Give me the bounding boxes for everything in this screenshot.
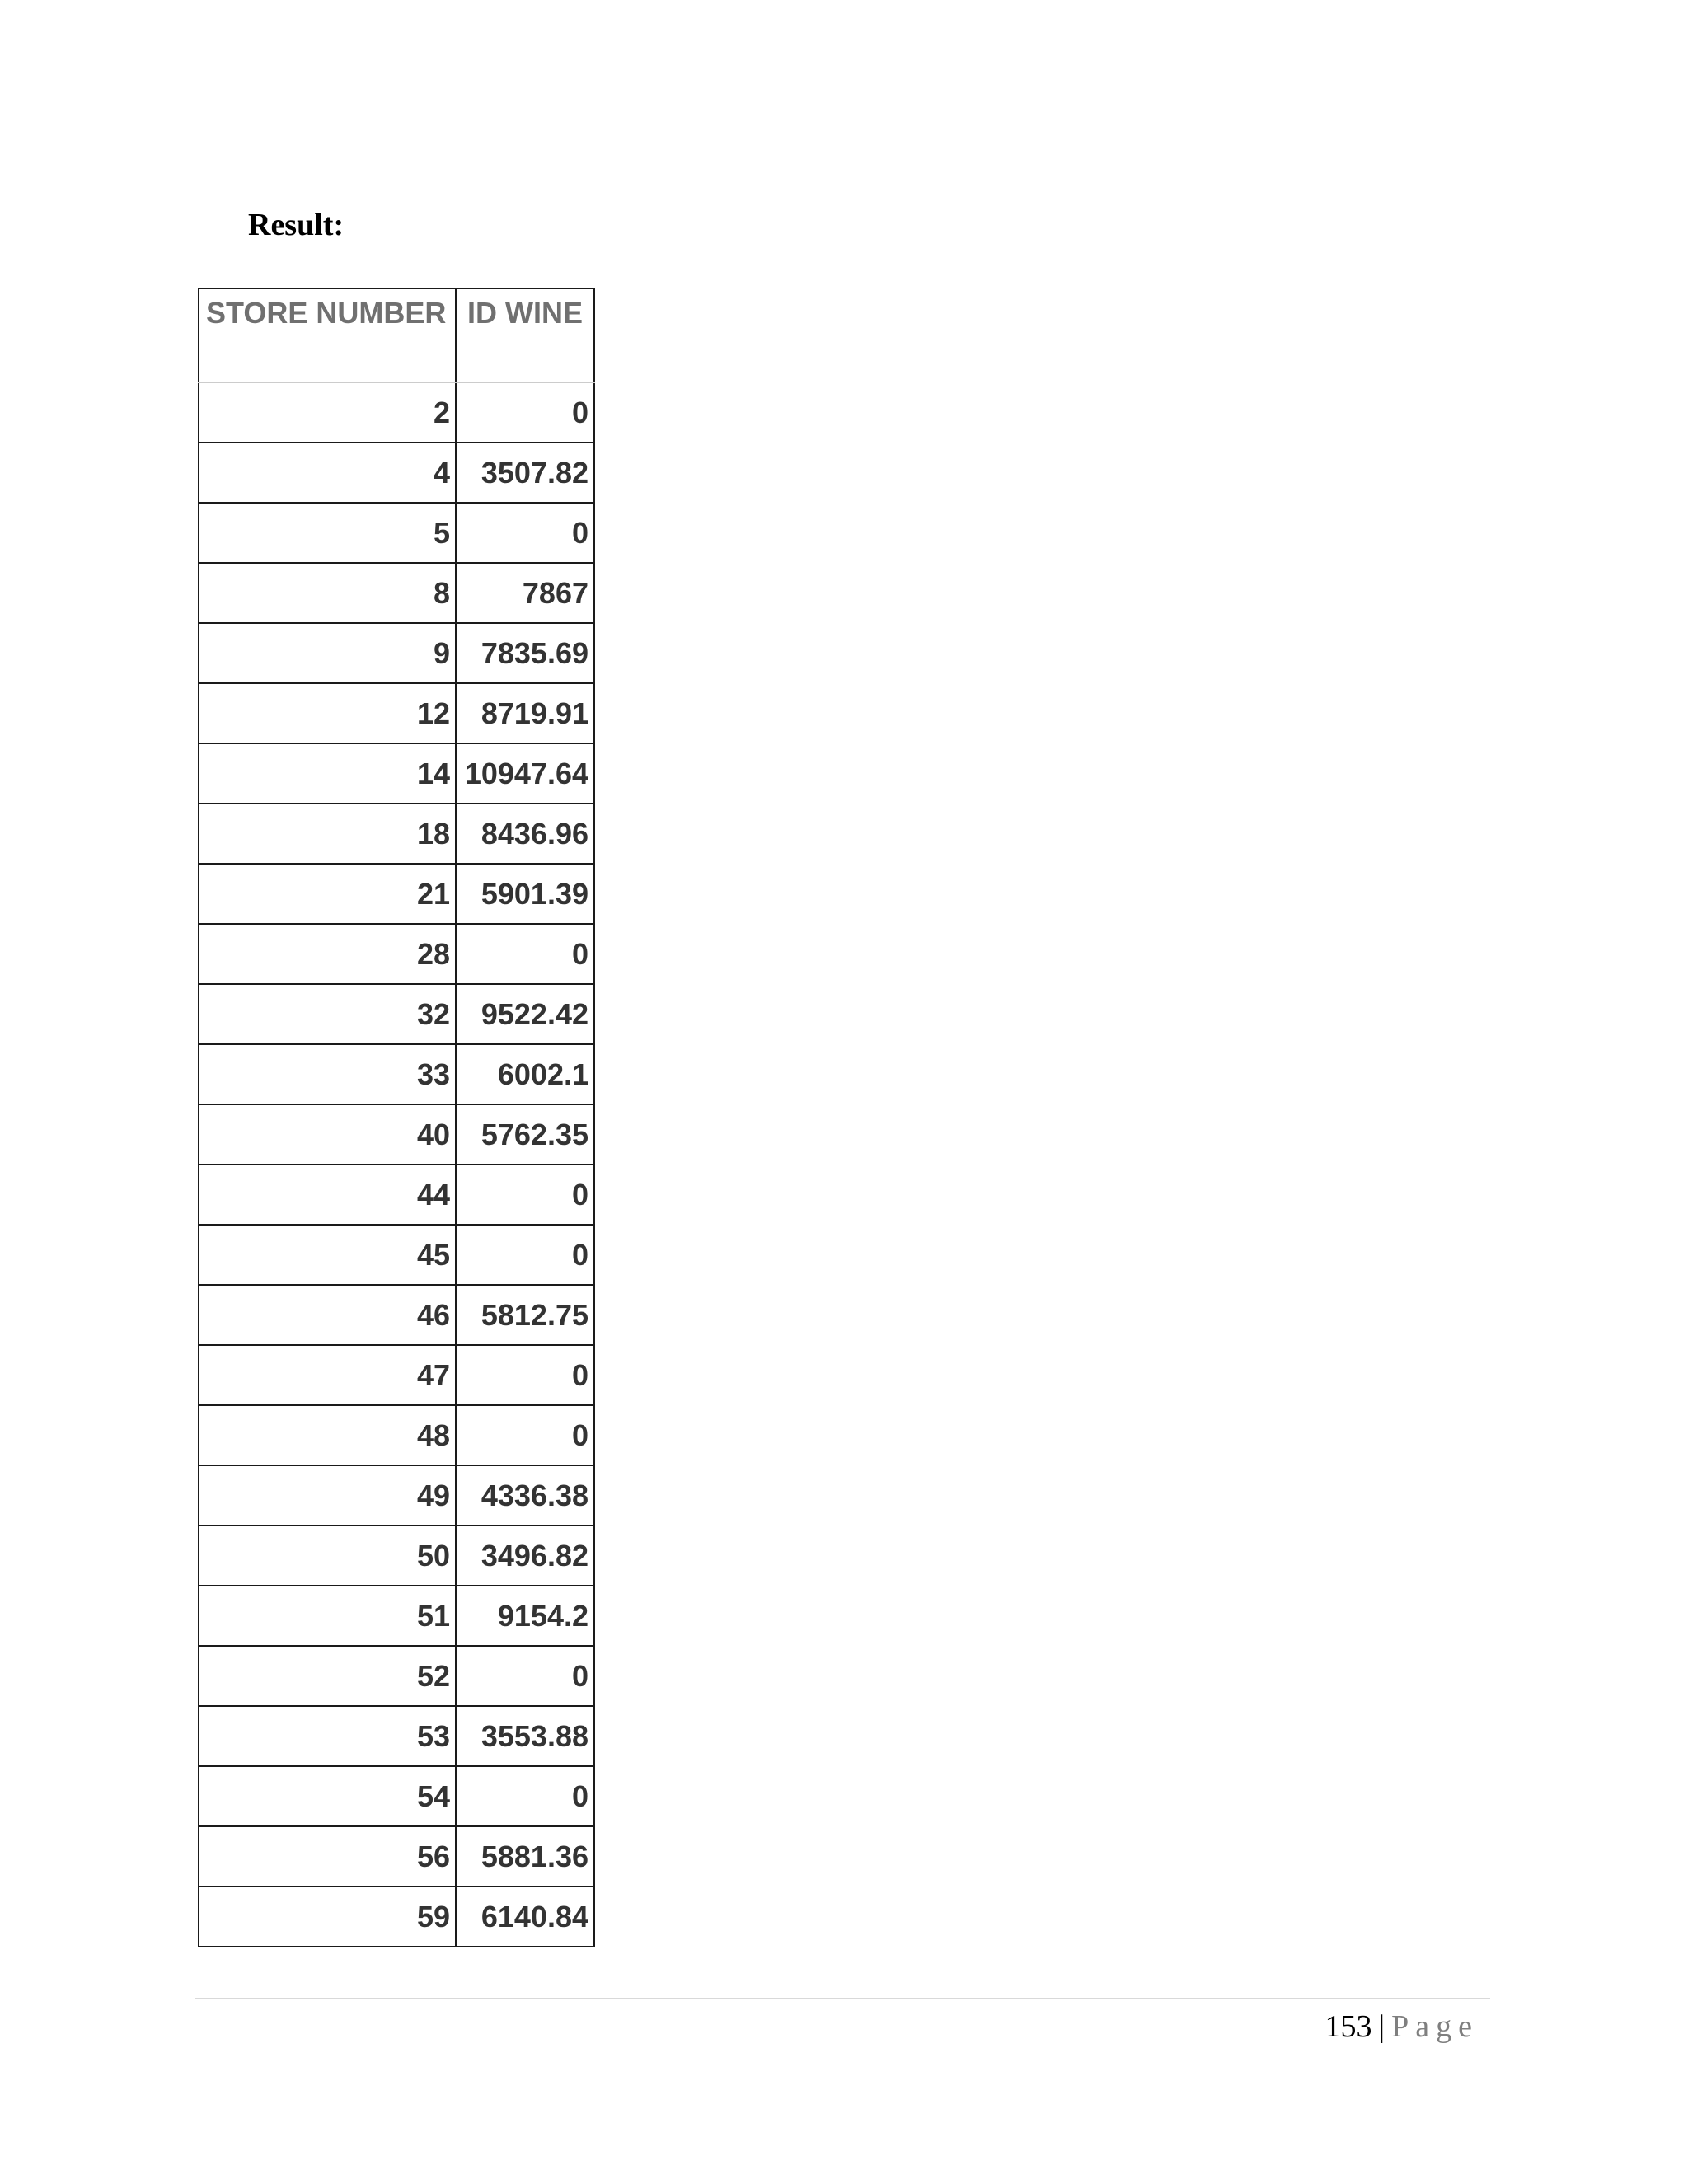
cell-id-wine: 7835.69: [456, 623, 594, 683]
cell-store-number: 18: [199, 804, 456, 864]
table-row: [199, 1586, 594, 1646]
cell-store-number: 46: [199, 1285, 456, 1345]
cell-id-wine: 5812.75: [456, 1285, 594, 1345]
cell-store-number: 51: [199, 1586, 456, 1646]
cell-id-wine: 0: [456, 1225, 594, 1285]
table-row: [199, 1405, 594, 1465]
table-row: [199, 623, 594, 683]
cell-id-wine: 8719.91: [456, 683, 594, 743]
cell-id-wine: 0: [456, 503, 594, 563]
column-header-store-number: STORE NUMBER: [199, 288, 456, 382]
table-row: [199, 924, 594, 984]
table-row: [199, 1165, 594, 1225]
table-row: [199, 984, 594, 1044]
table-row: [199, 443, 594, 503]
cell-id-wine: 3507.82: [456, 443, 594, 503]
cell-id-wine: 6002.1: [456, 1044, 594, 1104]
table-row: [199, 743, 594, 804]
cell-store-number: 12: [199, 683, 456, 743]
table-row: [199, 1646, 594, 1706]
table-row: [199, 382, 594, 443]
table-row: [199, 683, 594, 743]
cell-id-wine: 0: [456, 1165, 594, 1225]
cell-store-number: 40: [199, 1104, 456, 1165]
table-row: [199, 1706, 594, 1766]
cell-id-wine: 0: [456, 1345, 594, 1405]
table-row: [199, 1225, 594, 1285]
cell-store-number: 28: [199, 924, 456, 984]
cell-id-wine: 0: [456, 1405, 594, 1465]
table-row: [199, 1104, 594, 1165]
table-row: [199, 864, 594, 924]
page-footer: [1325, 2011, 1479, 2042]
cell-id-wine: 8436.96: [456, 804, 594, 864]
cell-store-number: 54: [199, 1766, 456, 1826]
cell-store-number: 9: [199, 623, 456, 683]
cell-store-number: 5: [199, 503, 456, 563]
table-row: [199, 1345, 594, 1405]
table-body: [199, 382, 594, 1947]
page-number: 153: [1325, 2009, 1372, 2044]
table-row: [199, 1886, 594, 1947]
cell-id-wine: 0: [456, 924, 594, 984]
table-header-row: [199, 288, 594, 382]
table-row: [199, 1285, 594, 1345]
cell-id-wine: 9522.42: [456, 984, 594, 1044]
table-row: [199, 1766, 594, 1826]
table-row: [199, 804, 594, 864]
cell-id-wine: 0: [456, 1646, 594, 1706]
footer-separator: |: [1378, 2009, 1386, 2044]
cell-id-wine: 0: [456, 382, 594, 443]
cell-id-wine: 0: [456, 1766, 594, 1826]
cell-id-wine: 4336.38: [456, 1465, 594, 1526]
cell-id-wine: 5881.36: [456, 1826, 594, 1886]
cell-id-wine: 10947.64: [456, 743, 594, 804]
cell-store-number: 21: [199, 864, 456, 924]
table-row: [199, 1044, 594, 1104]
page-label: Page: [1391, 2009, 1479, 2044]
cell-id-wine: 3553.88: [456, 1706, 594, 1766]
table-row: [199, 1526, 594, 1586]
cell-store-number: 45: [199, 1225, 456, 1285]
cell-id-wine: 6140.84: [456, 1886, 594, 1947]
cell-id-wine: 5901.39: [456, 864, 594, 924]
cell-store-number: 14: [199, 743, 456, 804]
cell-id-wine: 7867: [456, 563, 594, 623]
cell-store-number: 47: [199, 1345, 456, 1405]
cell-store-number: 49: [199, 1465, 456, 1526]
cell-store-number: 8: [199, 563, 456, 623]
cell-store-number: 52: [199, 1646, 456, 1706]
cell-id-wine: 9154.2: [456, 1586, 594, 1646]
cell-store-number: 44: [199, 1165, 456, 1225]
footer-divider: [195, 1998, 1490, 1999]
cell-store-number: 53: [199, 1706, 456, 1766]
result-table: [198, 288, 595, 1947]
cell-store-number: 2: [199, 382, 456, 443]
table-row: [199, 1826, 594, 1886]
table-row: [199, 1465, 594, 1526]
column-header-id-wine: ID WINE: [456, 288, 594, 382]
cell-id-wine: 3496.82: [456, 1526, 594, 1586]
cell-store-number: 33: [199, 1044, 456, 1104]
cell-store-number: 48: [199, 1405, 456, 1465]
cell-store-number: 32: [199, 984, 456, 1044]
result-heading: Result:: [248, 208, 345, 242]
cell-store-number: 4: [199, 443, 456, 503]
cell-store-number: 50: [199, 1526, 456, 1586]
cell-store-number: 56: [199, 1826, 456, 1886]
table-row: [199, 503, 594, 563]
table-row: [199, 563, 594, 623]
cell-id-wine: 5762.35: [456, 1104, 594, 1165]
cell-store-number: 59: [199, 1886, 456, 1947]
